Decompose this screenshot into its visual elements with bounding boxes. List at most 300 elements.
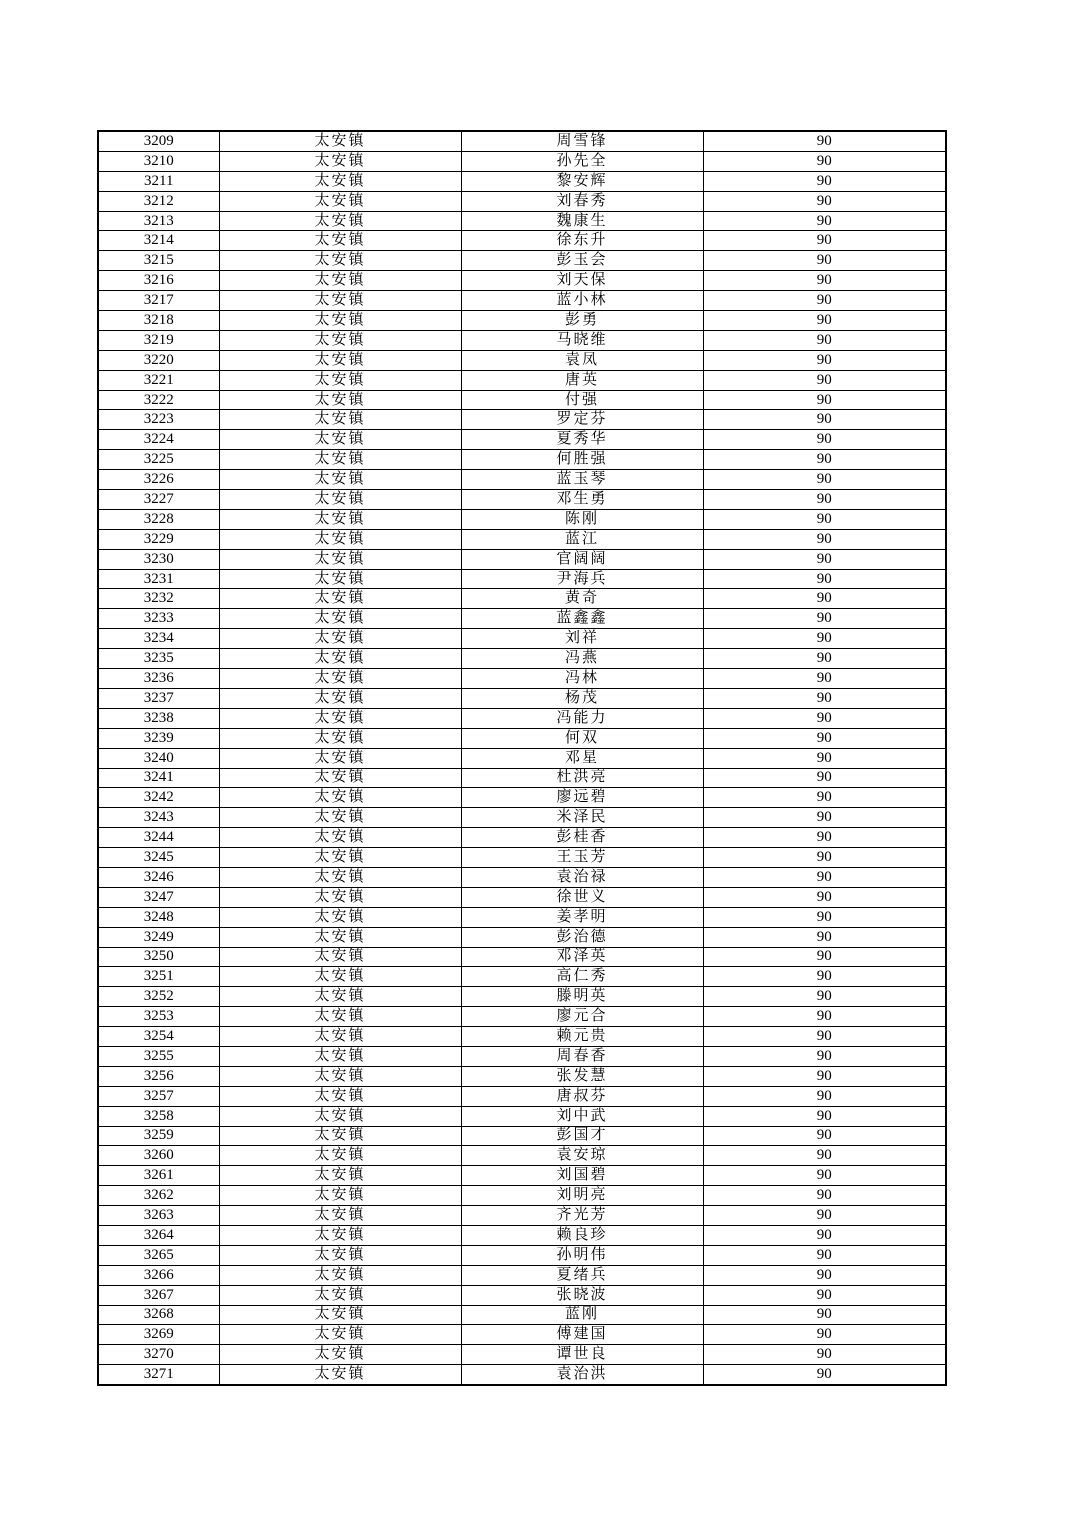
amount-cell: 90 [703, 768, 946, 788]
table-row [98, 669, 946, 689]
table-row [98, 430, 946, 450]
table-row [98, 867, 946, 887]
row-number-cell: 3227 [98, 490, 219, 510]
amount-cell: 90 [703, 987, 946, 1007]
town-cell: 太安镇 [219, 967, 461, 987]
person-name-cell: 魏康生 [461, 211, 703, 231]
amount-cell: 90 [703, 1285, 946, 1305]
amount-cell: 90 [703, 1106, 946, 1126]
amount-cell: 90 [703, 927, 946, 947]
row-number-cell: 3230 [98, 549, 219, 569]
table-row [98, 768, 946, 788]
amount-cell: 90 [703, 1027, 946, 1047]
table-row [98, 987, 946, 1007]
table-row [98, 1126, 946, 1146]
row-number-cell: 3228 [98, 509, 219, 529]
amount-cell: 90 [703, 251, 946, 271]
row-number-cell: 3220 [98, 350, 219, 370]
row-number-cell: 3243 [98, 808, 219, 828]
roster-table-body [98, 131, 946, 1385]
table-row [98, 509, 946, 529]
person-name-cell: 高仁秀 [461, 967, 703, 987]
person-name-cell: 张晓波 [461, 1285, 703, 1305]
row-number-cell: 3214 [98, 231, 219, 251]
amount-cell: 90 [703, 191, 946, 211]
row-number-cell: 3263 [98, 1206, 219, 1226]
town-cell: 太安镇 [219, 330, 461, 350]
town-cell: 太安镇 [219, 688, 461, 708]
amount-cell: 90 [703, 1046, 946, 1066]
person-name-cell: 袁安琼 [461, 1146, 703, 1166]
person-name-cell: 蓝小林 [461, 291, 703, 311]
town-cell: 太安镇 [219, 191, 461, 211]
amount-cell: 90 [703, 1305, 946, 1325]
person-name-cell: 尹海兵 [461, 569, 703, 589]
table-row [98, 1166, 946, 1186]
amount-cell: 90 [703, 490, 946, 510]
person-name-cell: 徐东升 [461, 231, 703, 251]
town-cell: 太安镇 [219, 1365, 461, 1385]
row-number-cell: 3219 [98, 330, 219, 350]
town-cell: 太安镇 [219, 1046, 461, 1066]
amount-cell: 90 [703, 629, 946, 649]
amount-cell: 90 [703, 1365, 946, 1385]
table-row [98, 1265, 946, 1285]
row-number-cell: 3242 [98, 788, 219, 808]
town-cell: 太安镇 [219, 1027, 461, 1047]
town-cell: 太安镇 [219, 609, 461, 629]
amount-cell: 90 [703, 370, 946, 390]
person-name-cell: 傅建国 [461, 1325, 703, 1345]
person-name-cell: 刘中武 [461, 1106, 703, 1126]
row-number-cell: 3210 [98, 151, 219, 171]
amount-cell: 90 [703, 589, 946, 609]
table-row [98, 1027, 946, 1047]
town-cell: 太安镇 [219, 1166, 461, 1186]
person-name-cell: 彭玉会 [461, 251, 703, 271]
table-row [98, 529, 946, 549]
person-name-cell: 姜孝明 [461, 907, 703, 927]
row-number-cell: 3264 [98, 1225, 219, 1245]
table-row [98, 649, 946, 669]
table-row [98, 728, 946, 748]
row-number-cell: 3265 [98, 1245, 219, 1265]
table-row [98, 171, 946, 191]
amount-cell: 90 [703, 291, 946, 311]
town-cell: 太安镇 [219, 490, 461, 510]
town-cell: 太安镇 [219, 947, 461, 967]
row-number-cell: 3234 [98, 629, 219, 649]
town-cell: 太安镇 [219, 589, 461, 609]
person-name-cell: 张发慧 [461, 1066, 703, 1086]
row-number-cell: 3256 [98, 1066, 219, 1086]
town-cell: 太安镇 [219, 529, 461, 549]
person-name-cell: 廖远碧 [461, 788, 703, 808]
person-name-cell: 王玉芳 [461, 848, 703, 868]
amount-cell: 90 [703, 271, 946, 291]
person-name-cell: 蓝鑫鑫 [461, 609, 703, 629]
row-number-cell: 3269 [98, 1325, 219, 1345]
amount-cell: 90 [703, 967, 946, 987]
table-row [98, 1086, 946, 1106]
table-row [98, 191, 946, 211]
person-name-cell: 刘天保 [461, 271, 703, 291]
table-row [98, 1007, 946, 1027]
town-cell: 太安镇 [219, 669, 461, 689]
town-cell: 太安镇 [219, 867, 461, 887]
town-cell: 太安镇 [219, 848, 461, 868]
person-name-cell: 周雪锋 [461, 131, 703, 151]
town-cell: 太安镇 [219, 1285, 461, 1305]
table-row [98, 390, 946, 410]
person-name-cell: 黄奇 [461, 589, 703, 609]
row-number-cell: 3260 [98, 1146, 219, 1166]
table-row [98, 828, 946, 848]
row-number-cell: 3251 [98, 967, 219, 987]
table-row [98, 907, 946, 927]
town-cell: 太安镇 [219, 251, 461, 271]
table-row [98, 1186, 946, 1206]
town-cell: 太安镇 [219, 768, 461, 788]
amount-cell: 90 [703, 410, 946, 430]
person-name-cell: 刘祥 [461, 629, 703, 649]
table-row [98, 887, 946, 907]
town-cell: 太安镇 [219, 907, 461, 927]
person-name-cell: 蓝刚 [461, 1305, 703, 1325]
row-number-cell: 3245 [98, 848, 219, 868]
amount-cell: 90 [703, 509, 946, 529]
amount-cell: 90 [703, 1066, 946, 1086]
person-name-cell: 刘国碧 [461, 1166, 703, 1186]
town-cell: 太安镇 [219, 1186, 461, 1206]
town-cell: 太安镇 [219, 569, 461, 589]
town-cell: 太安镇 [219, 549, 461, 569]
amount-cell: 90 [703, 1245, 946, 1265]
row-number-cell: 3221 [98, 370, 219, 390]
amount-cell: 90 [703, 669, 946, 689]
person-name-cell: 滕明英 [461, 987, 703, 1007]
person-name-cell: 袁治洪 [461, 1365, 703, 1385]
row-number-cell: 3267 [98, 1285, 219, 1305]
amount-cell: 90 [703, 1007, 946, 1027]
amount-cell: 90 [703, 1086, 946, 1106]
amount-cell: 90 [703, 748, 946, 768]
town-cell: 太安镇 [219, 1245, 461, 1265]
table-row [98, 1066, 946, 1086]
amount-cell: 90 [703, 708, 946, 728]
person-name-cell: 孙先全 [461, 151, 703, 171]
table-row [98, 1285, 946, 1305]
amount-cell: 90 [703, 1186, 946, 1206]
row-number-cell: 3209 [98, 131, 219, 151]
person-name-cell: 唐叔芬 [461, 1086, 703, 1106]
person-name-cell: 蓝玉琴 [461, 470, 703, 490]
row-number-cell: 3257 [98, 1086, 219, 1106]
row-number-cell: 3252 [98, 987, 219, 1007]
row-number-cell: 3247 [98, 887, 219, 907]
amount-cell: 90 [703, 1225, 946, 1245]
amount-cell: 90 [703, 1206, 946, 1226]
town-cell: 太安镇 [219, 470, 461, 490]
person-name-cell: 冯林 [461, 669, 703, 689]
amount-cell: 90 [703, 211, 946, 231]
row-number-cell: 3224 [98, 430, 219, 450]
table-row [98, 211, 946, 231]
table-row [98, 1325, 946, 1345]
row-number-cell: 3249 [98, 927, 219, 947]
amount-cell: 90 [703, 569, 946, 589]
table-row [98, 1245, 946, 1265]
town-cell: 太安镇 [219, 311, 461, 331]
person-name-cell: 黎安辉 [461, 171, 703, 191]
person-name-cell: 付强 [461, 390, 703, 410]
person-name-cell: 米泽民 [461, 808, 703, 828]
amount-cell: 90 [703, 688, 946, 708]
row-number-cell: 3222 [98, 390, 219, 410]
person-name-cell: 彭桂香 [461, 828, 703, 848]
table-row [98, 569, 946, 589]
amount-cell: 90 [703, 151, 946, 171]
amount-cell: 90 [703, 430, 946, 450]
town-cell: 太安镇 [219, 987, 461, 1007]
amount-cell: 90 [703, 450, 946, 470]
row-number-cell: 3223 [98, 410, 219, 430]
table-row [98, 549, 946, 569]
town-cell: 太安镇 [219, 370, 461, 390]
table-row [98, 788, 946, 808]
amount-cell: 90 [703, 808, 946, 828]
row-number-cell: 3268 [98, 1305, 219, 1325]
town-cell: 太安镇 [219, 728, 461, 748]
town-cell: 太安镇 [219, 410, 461, 430]
row-number-cell: 3233 [98, 609, 219, 629]
person-name-cell: 谭世良 [461, 1345, 703, 1365]
row-number-cell: 3254 [98, 1027, 219, 1047]
table-row [98, 291, 946, 311]
town-cell: 太安镇 [219, 1007, 461, 1027]
row-number-cell: 3244 [98, 828, 219, 848]
table-row [98, 410, 946, 430]
row-number-cell: 3238 [98, 708, 219, 728]
table-row [98, 330, 946, 350]
table-row [98, 629, 946, 649]
amount-cell: 90 [703, 609, 946, 629]
town-cell: 太安镇 [219, 1086, 461, 1106]
table-row [98, 1225, 946, 1245]
table-row [98, 350, 946, 370]
town-cell: 太安镇 [219, 291, 461, 311]
town-cell: 太安镇 [219, 430, 461, 450]
amount-cell: 90 [703, 1126, 946, 1146]
row-number-cell: 3271 [98, 1365, 219, 1385]
person-name-cell: 杨茂 [461, 688, 703, 708]
row-number-cell: 3212 [98, 191, 219, 211]
row-number-cell: 3232 [98, 589, 219, 609]
person-name-cell: 周春香 [461, 1046, 703, 1066]
town-cell: 太安镇 [219, 390, 461, 410]
row-number-cell: 3266 [98, 1265, 219, 1285]
table-row [98, 470, 946, 490]
table-row [98, 1146, 946, 1166]
amount-cell: 90 [703, 867, 946, 887]
table-row [98, 947, 946, 967]
amount-cell: 90 [703, 649, 946, 669]
person-name-cell: 冯能力 [461, 708, 703, 728]
town-cell: 太安镇 [219, 1066, 461, 1086]
row-number-cell: 3218 [98, 311, 219, 331]
person-name-cell: 夏绪兵 [461, 1265, 703, 1285]
table-row [98, 370, 946, 390]
table-row [98, 1305, 946, 1325]
town-cell: 太安镇 [219, 350, 461, 370]
town-cell: 太安镇 [219, 1225, 461, 1245]
row-number-cell: 3217 [98, 291, 219, 311]
amount-cell: 90 [703, 549, 946, 569]
town-cell: 太安镇 [219, 1325, 461, 1345]
town-cell: 太安镇 [219, 1126, 461, 1146]
amount-cell: 90 [703, 529, 946, 549]
person-name-cell: 官阔阔 [461, 549, 703, 569]
town-cell: 太安镇 [219, 131, 461, 151]
person-name-cell: 夏秀华 [461, 430, 703, 450]
row-number-cell: 3250 [98, 947, 219, 967]
row-number-cell: 3259 [98, 1126, 219, 1146]
table-row [98, 748, 946, 768]
row-number-cell: 3235 [98, 649, 219, 669]
table-row [98, 848, 946, 868]
row-number-cell: 3236 [98, 669, 219, 689]
town-cell: 太安镇 [219, 1345, 461, 1365]
table-row [98, 271, 946, 291]
table-row [98, 1106, 946, 1126]
town-cell: 太安镇 [219, 271, 461, 291]
table-row [98, 1206, 946, 1226]
row-number-cell: 3261 [98, 1166, 219, 1186]
table-row [98, 688, 946, 708]
row-number-cell: 3241 [98, 768, 219, 788]
amount-cell: 90 [703, 1345, 946, 1365]
row-number-cell: 3262 [98, 1186, 219, 1206]
person-name-cell: 陈刚 [461, 509, 703, 529]
row-number-cell: 3270 [98, 1345, 219, 1365]
amount-cell: 90 [703, 828, 946, 848]
amount-cell: 90 [703, 330, 946, 350]
person-name-cell: 邓生勇 [461, 490, 703, 510]
row-number-cell: 3216 [98, 271, 219, 291]
town-cell: 太安镇 [219, 649, 461, 669]
amount-cell: 90 [703, 1325, 946, 1345]
town-cell: 太安镇 [219, 231, 461, 251]
row-number-cell: 3226 [98, 470, 219, 490]
person-name-cell: 邓泽英 [461, 947, 703, 967]
row-number-cell: 3215 [98, 251, 219, 271]
person-name-cell: 袁治禄 [461, 867, 703, 887]
table-row [98, 151, 946, 171]
town-cell: 太安镇 [219, 708, 461, 728]
table-row [98, 251, 946, 271]
table-row [98, 708, 946, 728]
town-cell: 太安镇 [219, 828, 461, 848]
person-name-cell: 袁凤 [461, 350, 703, 370]
amount-cell: 90 [703, 131, 946, 151]
person-name-cell: 冯燕 [461, 649, 703, 669]
table-row [98, 609, 946, 629]
person-name-cell: 徐世义 [461, 887, 703, 907]
table-row [98, 808, 946, 828]
town-cell: 太安镇 [219, 151, 461, 171]
table-row [98, 311, 946, 331]
table-row [98, 450, 946, 470]
person-name-cell: 廖元合 [461, 1007, 703, 1027]
person-name-cell: 刘明亮 [461, 1186, 703, 1206]
table-row [98, 927, 946, 947]
table-row [98, 1365, 946, 1385]
town-cell: 太安镇 [219, 1206, 461, 1226]
person-name-cell: 彭勇 [461, 311, 703, 331]
amount-cell: 90 [703, 887, 946, 907]
row-number-cell: 3211 [98, 171, 219, 191]
person-name-cell: 彭治德 [461, 927, 703, 947]
amount-cell: 90 [703, 1265, 946, 1285]
town-cell: 太安镇 [219, 171, 461, 191]
amount-cell: 90 [703, 907, 946, 927]
roster-table [97, 130, 947, 1386]
amount-cell: 90 [703, 848, 946, 868]
person-name-cell: 赖良珍 [461, 1225, 703, 1245]
person-name-cell: 孙明伟 [461, 1245, 703, 1265]
amount-cell: 90 [703, 171, 946, 191]
amount-cell: 90 [703, 311, 946, 331]
person-name-cell: 彭国才 [461, 1126, 703, 1146]
amount-cell: 90 [703, 947, 946, 967]
row-number-cell: 3225 [98, 450, 219, 470]
amount-cell: 90 [703, 470, 946, 490]
row-number-cell: 3258 [98, 1106, 219, 1126]
town-cell: 太安镇 [219, 509, 461, 529]
amount-cell: 90 [703, 390, 946, 410]
person-name-cell: 罗定芬 [461, 410, 703, 430]
person-name-cell: 刘春秀 [461, 191, 703, 211]
town-cell: 太安镇 [219, 450, 461, 470]
town-cell: 太安镇 [219, 1305, 461, 1325]
person-name-cell: 赖元贵 [461, 1027, 703, 1047]
amount-cell: 90 [703, 788, 946, 808]
amount-cell: 90 [703, 350, 946, 370]
person-name-cell: 齐光芳 [461, 1206, 703, 1226]
person-name-cell: 蓝江 [461, 529, 703, 549]
row-number-cell: 3248 [98, 907, 219, 927]
amount-cell: 90 [703, 231, 946, 251]
town-cell: 太安镇 [219, 1146, 461, 1166]
table-row [98, 1345, 946, 1365]
town-cell: 太安镇 [219, 927, 461, 947]
row-number-cell: 3231 [98, 569, 219, 589]
row-number-cell: 3246 [98, 867, 219, 887]
town-cell: 太安镇 [219, 748, 461, 768]
table-row [98, 131, 946, 151]
row-number-cell: 3229 [98, 529, 219, 549]
amount-cell: 90 [703, 1146, 946, 1166]
person-name-cell: 唐英 [461, 370, 703, 390]
row-number-cell: 3213 [98, 211, 219, 231]
amount-cell: 90 [703, 1166, 946, 1186]
person-name-cell: 杜洪亮 [461, 768, 703, 788]
person-name-cell: 何胜强 [461, 450, 703, 470]
row-number-cell: 3253 [98, 1007, 219, 1027]
person-name-cell: 何双 [461, 728, 703, 748]
town-cell: 太安镇 [219, 629, 461, 649]
table-row [98, 490, 946, 510]
